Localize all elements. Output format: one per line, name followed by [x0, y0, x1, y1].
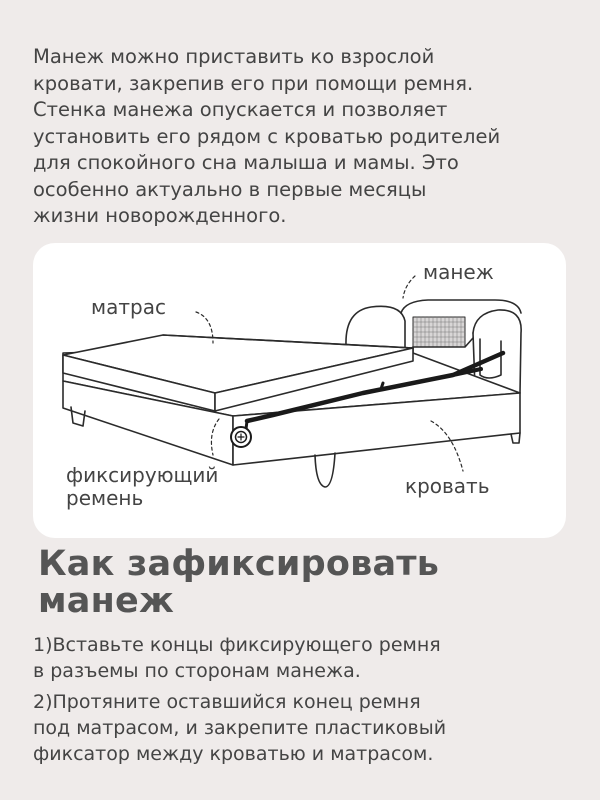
label-bed: кровать: [405, 474, 490, 498]
diagram-card: [33, 243, 566, 538]
step-line: в разъемы по сторонам манежа.: [33, 660, 361, 682]
intro-line: установить его рядом с кроватью родителей: [33, 124, 501, 148]
intro-paragraph: [33, 44, 593, 230]
title-line: Как зафиксировать: [38, 544, 440, 584]
step-2: [33, 689, 593, 767]
step-line: 1)Вставьте концы фиксирующего ремня: [33, 634, 441, 656]
label-strap-line1: фиксирующий: [66, 463, 219, 487]
intro-line: кровати, закрепив его при помощи ремня.: [33, 71, 474, 95]
intro-line: жизни новорожденного.: [33, 204, 287, 227]
page-title: [38, 546, 439, 620]
intro-line: особенно актуально в первые месяцы: [33, 177, 427, 201]
step-line: фиксатор между кроватью и матрасом.: [33, 743, 434, 765]
intro-line: для спокойного сна малыша и мамы. Это: [33, 151, 459, 174]
label-strap-line2: ремень: [66, 486, 144, 510]
step-line: 2)Протяните оставшийся конец ремня: [33, 691, 421, 713]
label-crib: манеж: [423, 260, 494, 284]
label-mattress: матрас: [91, 295, 166, 319]
step-1: [33, 632, 593, 684]
title-line: манеж: [38, 581, 174, 621]
intro-line: Стенка манежа опускается и позволяет: [33, 98, 448, 121]
step-line: под матрасом, и закрепите пластиковый: [33, 717, 447, 739]
intro-line: Манеж можно приставить ко взрослой: [33, 45, 435, 68]
